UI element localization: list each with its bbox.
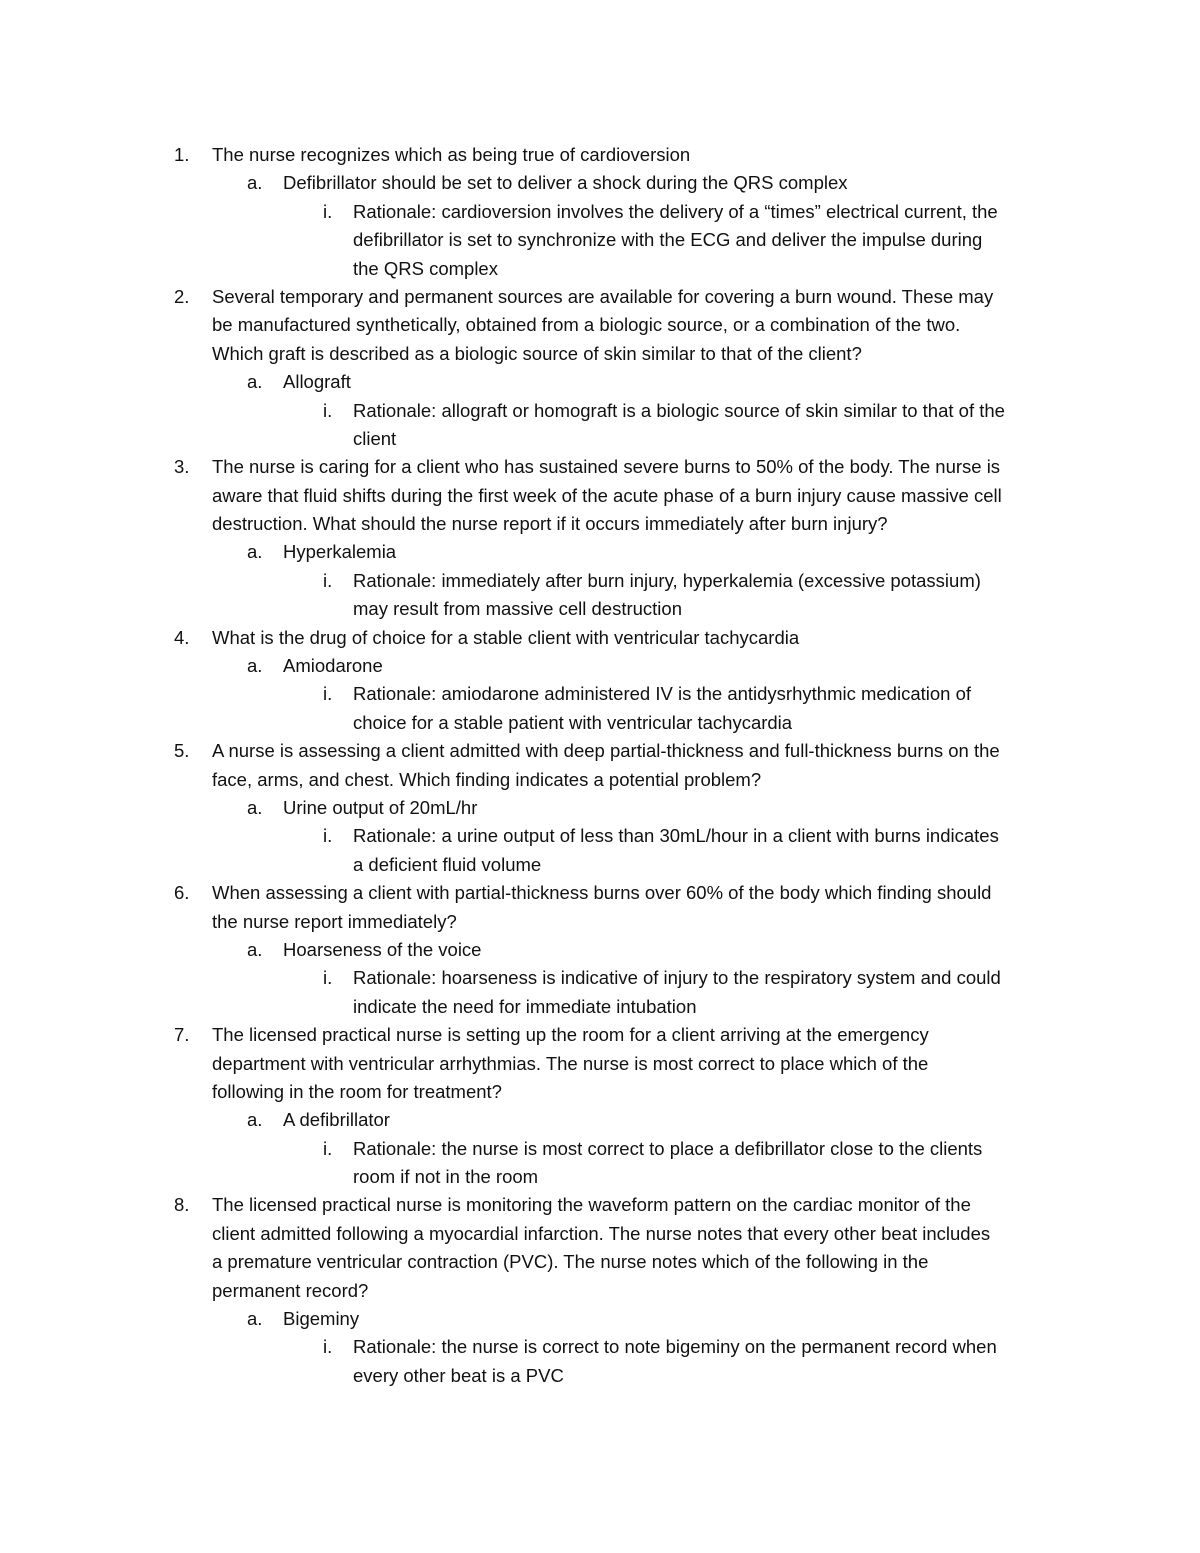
rationale-continuation: every other beat is a PVC: [353, 1364, 564, 1386]
answer-2: [0, 368, 1200, 396]
rationale-marker: i.: [323, 1336, 333, 1358]
question-text: What is the drug of choice for a stable client with ventricular tachycardia: [212, 626, 800, 648]
answer-marker: a.: [247, 1308, 263, 1330]
rationale-continuation: defibrillator is set to synchronize with the ECG and deliver the impulse during: [353, 229, 983, 251]
answer-5: [0, 794, 1200, 822]
rationale-continuation: may result from massive cell destruction: [353, 598, 682, 620]
question-continuation: Which graft is described as a biologic source of skin similar to that of the client?: [212, 342, 862, 364]
answer-marker: a.: [247, 371, 263, 393]
rationale-4: [0, 680, 1200, 708]
rationale-continuation: indicate the need for immediate intubation: [353, 995, 697, 1017]
answer-8: [0, 1305, 1200, 1333]
question-number: 4.: [174, 626, 190, 648]
question-number: 1.: [174, 144, 190, 165]
rationale-2: [0, 397, 1200, 425]
rationale-6: [0, 964, 1200, 992]
question-3: [0, 453, 1200, 481]
question-7: [0, 1021, 1200, 1049]
answer-marker: a.: [247, 1109, 263, 1131]
question-continuation: the nurse report immediately?: [212, 910, 457, 932]
rationale-continuation: room if not in the room: [353, 1166, 539, 1188]
rationale-3: [0, 567, 1200, 595]
rationale-5: [0, 822, 1200, 850]
rationale-marker: i.: [323, 1137, 333, 1159]
answer-text: A defibrillator: [283, 1109, 390, 1131]
question-text: The nurse is caring for a client who has sustained severe burns to 50% of the body. The nurse is: [212, 456, 1001, 478]
answer-marker: a.: [247, 938, 263, 960]
answer-text: Defibrillator should be set to deliver a shock during the QRS complex: [283, 172, 848, 194]
question-text: The nurse recognizes which as being true of cardioversion: [212, 144, 691, 165]
rationale-marker: i.: [323, 683, 333, 705]
question-text: The licensed practical nurse is setting up the room for a client arriving at the emergency: [212, 1024, 929, 1046]
answer-1: [0, 169, 1200, 197]
rationale-marker: i.: [323, 569, 333, 591]
rationale-text: Rationale: cardioversion involves the delivery of a “times” electrical current, the: [353, 200, 998, 222]
answer-marker: a.: [247, 172, 263, 194]
rationale-marker: i.: [323, 967, 333, 989]
question-6: [0, 879, 1200, 907]
question-text: Several temporary and permanent sources are available for covering a burn wound. These may: [212, 285, 994, 307]
rationale-text: Rationale: immediately after burn injury, hyperkalemia (excessive potassium): [353, 569, 981, 591]
answer-4: [0, 652, 1200, 680]
question-continuation: be manufactured synthetically, obtained from a biologic source, or a combination of the two.: [212, 314, 961, 336]
answer-7: [0, 1106, 1200, 1134]
rationale-marker: i.: [323, 825, 333, 847]
question-continuation: following in the room for treatment?: [212, 1080, 502, 1102]
question-continuation: face, arms, and chest. Which finding indicates a potential problem?: [212, 768, 762, 790]
question-continuation: department with ventricular arrhythmias. The nurse is most correct to place which of the: [212, 1052, 929, 1074]
rationale-continuation: the QRS complex: [353, 257, 498, 279]
question-number: 8.: [174, 1194, 190, 1216]
rationale-text: Rationale: a urine output of less than 30mL/hour in a client with burns indicates: [353, 825, 999, 847]
rationale-text: Rationale: the nurse is correct to note bigeminy on the permanent record when: [353, 1336, 997, 1358]
question-continuation: aware that fluid shifts during the first week of the acute phase of a burn injury cause massive cell: [212, 484, 1002, 506]
rationale-text: Rationale: amiodarone administered IV is the antidysrhythmic medication of: [353, 683, 972, 705]
answer-text: Hyperkalemia: [283, 541, 397, 563]
question-1: [0, 141, 1200, 169]
rationale-8: [0, 1333, 1200, 1361]
rationale-1: [0, 198, 1200, 226]
rationale-text: Rationale: the nurse is most correct to place a defibrillator close to the clients: [353, 1137, 983, 1159]
question-continuation: client admitted following a myocardial infarction. The nurse notes that every other beat includes: [212, 1222, 991, 1244]
answer-text: Allograft: [283, 371, 351, 393]
answer-text: Hoarseness of the voice: [283, 938, 482, 960]
question-continuation: permanent record?: [212, 1279, 369, 1301]
question-number: 7.: [174, 1024, 190, 1046]
rationale-continuation: a deficient fluid volume: [353, 853, 542, 875]
question-8: [0, 1191, 1200, 1219]
question-continuation: destruction. What should the nurse report if it occurs immediately after burn injury?: [212, 513, 888, 535]
question-5: [0, 737, 1200, 765]
answer-marker: a.: [247, 541, 263, 563]
rationale-continuation: client: [353, 427, 397, 449]
question-text: A nurse is assessing a client admitted with deep partial-thickness and full-thickness burns on the: [212, 740, 1000, 762]
question-number: 2.: [174, 285, 190, 307]
question-text: When assessing a client with partial-thickness burns over 60% of the body which finding should: [212, 882, 992, 904]
question-number: 5.: [174, 740, 190, 762]
answer-text: Bigeminy: [283, 1308, 360, 1330]
answer-3: [0, 538, 1200, 566]
answer-marker: a.: [247, 796, 263, 818]
rationale-marker: i.: [323, 399, 333, 421]
rationale-text: Rationale: hoarseness is indicative of injury to the respiratory system and could: [353, 967, 1001, 989]
question-2: [0, 283, 1200, 311]
answer-6: [0, 936, 1200, 964]
document-page: [0, 141, 1200, 1390]
answer-text: Urine output of 20mL/hr: [283, 796, 478, 818]
rationale-text: Rationale: allograft or homograft is a biologic source of skin similar to that of the: [353, 399, 1005, 421]
question-4: [0, 624, 1200, 652]
rationale-7: [0, 1135, 1200, 1163]
answer-marker: a.: [247, 655, 263, 677]
question-number: 3.: [174, 456, 190, 478]
answer-text: Amiodarone: [283, 655, 383, 677]
question-continuation: a premature ventricular contraction (PVC). The nurse notes which of the following in the: [212, 1251, 929, 1273]
question-number: 6.: [174, 882, 190, 904]
rationale-marker: i.: [323, 200, 333, 222]
question-text: The licensed practical nurse is monitoring the waveform pattern on the cardiac monitor of the: [212, 1194, 971, 1216]
rationale-continuation: choice for a stable patient with ventricular tachycardia: [353, 711, 793, 733]
